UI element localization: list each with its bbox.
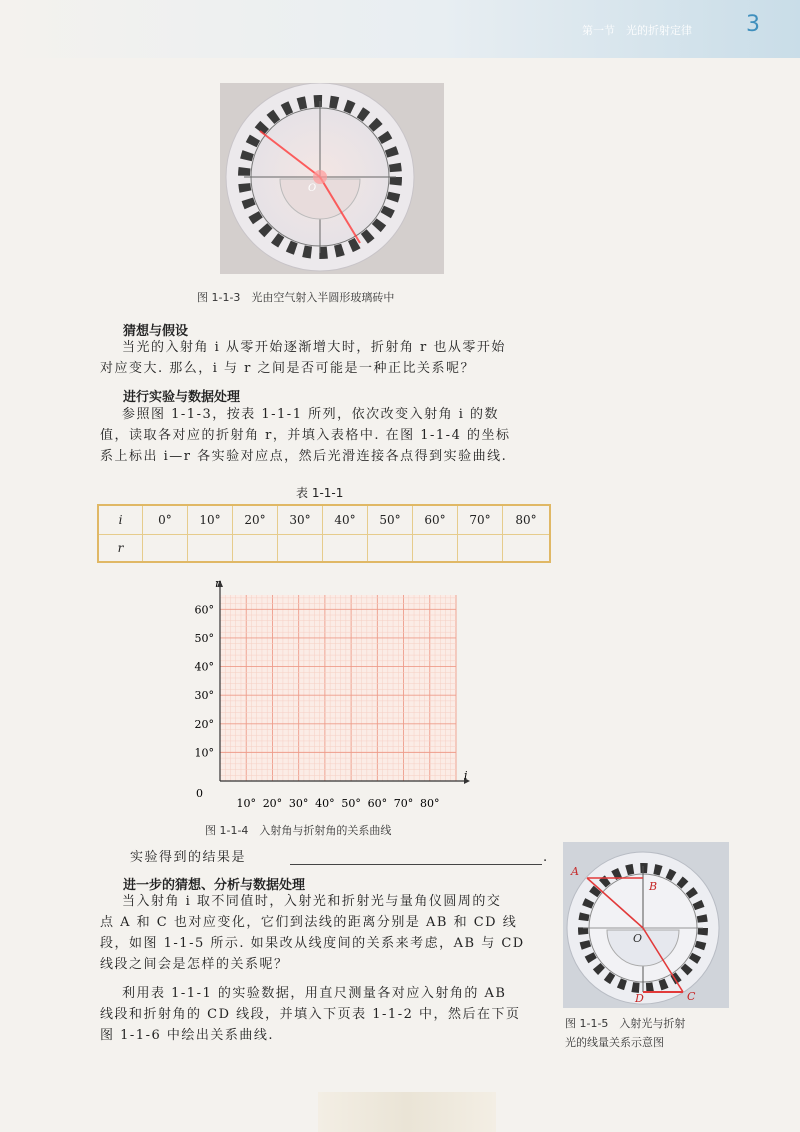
row-label-r: r xyxy=(99,534,143,561)
text-line: 点 A 和 C 也对应变化，它们到法线的距离分别是 AB 和 CD 线 xyxy=(100,915,518,930)
figure-caption-1-1-3: 图 1-1-3 光由空气射入半圆形玻璃砖中 xyxy=(197,291,395,304)
x-tick-label: 30° xyxy=(288,797,309,810)
heading-experiment: 进行实验与数据处理 xyxy=(123,390,241,405)
graph-svg xyxy=(172,575,472,815)
table-cell: 20° xyxy=(233,506,278,534)
text-line: 系上标出 i—r 各实验对应点，然后光滑连接各点得到实验曲线. xyxy=(100,449,508,464)
origin-label: 0 xyxy=(196,787,203,800)
y-tick-label: 50° xyxy=(194,631,214,645)
x-tick-label: 80° xyxy=(420,797,440,810)
text-line: 当入射角 i 取不同值时，入射光和折射光与量角仪圆周的交 xyxy=(122,894,502,909)
table-cell: 10° xyxy=(188,506,233,534)
result-end-mark: . xyxy=(543,850,548,865)
protractor-photo xyxy=(220,83,444,274)
answer-blank-line xyxy=(290,864,542,865)
text-line: 段，如图 1-1-5 所示. 如果改从线度间的关系来考虑，AB 与 CD xyxy=(100,936,525,951)
paragraph-hypothesis xyxy=(100,337,506,379)
table-cell: 50° xyxy=(368,506,413,534)
x-axis-label: i xyxy=(464,769,468,782)
angle-graph xyxy=(172,575,472,815)
x-tick-label: 60° xyxy=(367,797,388,810)
text-line: 利用表 1-1-1 的实验数据，用直尺测量各对应入射角的 AB xyxy=(122,986,507,1001)
paragraph-further-analysis xyxy=(100,891,525,975)
empty-cell xyxy=(458,534,503,561)
data-table xyxy=(97,504,551,563)
text-line: 线段和折射角的 CD 线段，并填入下页表 1-1-2 中，然后在下页 xyxy=(100,1007,521,1022)
label-o: O xyxy=(633,932,643,945)
empty-cell xyxy=(278,534,323,561)
x-tick-label: 50° xyxy=(341,797,361,810)
x-tick-label: 70° xyxy=(393,797,414,810)
y-tick-label: 40° xyxy=(194,660,214,674)
paragraph-experiment xyxy=(100,404,510,467)
row-label-i: i xyxy=(99,506,143,534)
x-tick-label: 40° xyxy=(315,797,335,810)
center-label-o: O xyxy=(308,183,317,194)
text-line: 当光的入射角 i 从零开始逐渐增大时，折射角 r 也从零开始 xyxy=(122,340,506,355)
grid-background xyxy=(220,595,456,781)
x-tick-label: 10° xyxy=(236,797,256,810)
y-tick-labels xyxy=(195,603,215,759)
text-line: 对应变大. 那么，i 与 r 之间是否可能是一种正比关系呢？ xyxy=(100,361,476,376)
page-fold-shadow xyxy=(318,1092,496,1132)
empty-cell xyxy=(233,534,278,561)
paragraph-instructions xyxy=(100,983,521,1046)
empty-cell xyxy=(413,534,458,561)
text-line: 值，读取各对应的折射角 r，并填入表格中. 在图 1-1-4 的坐标 xyxy=(100,428,511,443)
y-tick-label: 30° xyxy=(194,689,214,703)
table-cell: 30° xyxy=(278,506,323,534)
x-tick-label: 20° xyxy=(262,797,283,810)
x-tick-labels xyxy=(236,797,439,810)
table-cell: 70° xyxy=(458,506,503,534)
empty-cell xyxy=(143,534,188,561)
text-line: 图 1-1-6 中绘出关系曲线. xyxy=(100,1028,274,1043)
table-cell: 40° xyxy=(323,506,368,534)
figure-caption-1-1-5-line2: 光的线量关系示意图 xyxy=(565,1036,664,1049)
label-b: B xyxy=(649,880,658,893)
table-title: 表 1-1-1 xyxy=(296,486,344,500)
page-number: 3 xyxy=(746,12,760,37)
y-axis-label: r xyxy=(215,577,221,590)
y-tick-label: 10° xyxy=(194,746,214,760)
table-cell: 80° xyxy=(515,513,537,527)
empty-cell xyxy=(188,534,233,561)
label-c: C xyxy=(687,990,696,1003)
y-tick-label: 60° xyxy=(194,603,214,617)
text-line: 参照图 1-1-3，按表 1-1-1 所列，依次改变入射角 i 的数 xyxy=(122,407,500,422)
heading-hypothesis: 猜想与假设 xyxy=(123,324,189,339)
table-cell: 0° xyxy=(143,506,188,534)
label-d: D xyxy=(635,992,644,1005)
y-tick-label: 20° xyxy=(194,717,214,731)
protractor-diagram-photo xyxy=(563,842,729,1008)
label-a: A xyxy=(571,865,579,878)
table-cell: 60° xyxy=(413,506,458,534)
figure-caption-1-1-5-line1: 图 1-1-5 入射光与折射 xyxy=(565,1017,686,1030)
header-section-title: 第一节 光的折射定律 xyxy=(582,24,692,37)
heading-further-analysis: 进一步的猜想、分析与数据处理 xyxy=(123,878,306,893)
figure-caption-1-1-4: 图 1-1-4 入射角与折射角的关系曲线 xyxy=(205,824,392,837)
text-line: 线段之间会是怎样的关系呢？ xyxy=(100,957,289,972)
empty-cell xyxy=(323,534,368,561)
result-prompt: 实验得到的结果是 xyxy=(130,850,247,865)
empty-cell xyxy=(368,534,413,561)
